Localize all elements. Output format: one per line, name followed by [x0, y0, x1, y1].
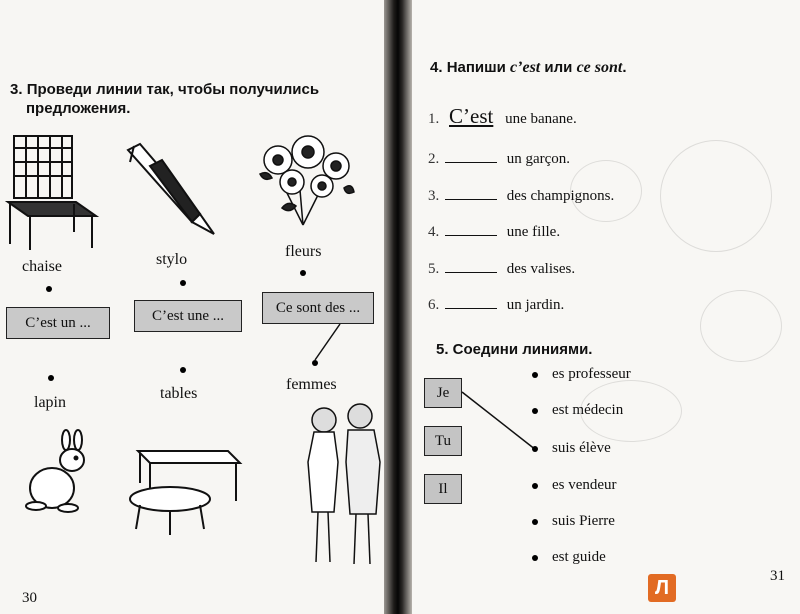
fill-item-1	[428, 104, 577, 129]
exercise3-number: 3.	[10, 81, 23, 98]
phrase-dot[interactable]	[532, 555, 538, 561]
dot-chaise[interactable]	[46, 286, 52, 292]
exercise4-number: 4.	[430, 59, 443, 76]
word-lapin: lapin	[34, 394, 66, 411]
fill-item-4	[428, 221, 560, 241]
phrase-text: est guide	[552, 549, 606, 565]
page-number-right: 31	[770, 568, 785, 584]
word-tables: tables	[160, 385, 198, 402]
dot-lapin[interactable]	[48, 375, 54, 381]
phrase-5	[532, 513, 615, 530]
exercise4-option1: c’est	[510, 59, 541, 76]
page-number-left: 30	[22, 590, 37, 606]
fill-item-text: un garçon.	[506, 151, 571, 167]
phrase-3	[532, 440, 611, 457]
word-stylo: stylo	[156, 251, 188, 268]
pronoun-tu[interactable]: Tu	[424, 426, 462, 456]
box-cest-un: C’est un ...	[6, 307, 110, 339]
fill-item-text: des valises.	[506, 261, 576, 277]
fill-item-text: des champignons.	[506, 188, 615, 204]
word-chaise: chaise	[22, 258, 62, 275]
dot-tables[interactable]	[180, 367, 186, 373]
phrase-text: es professeur	[552, 366, 631, 382]
fill-blank[interactable]	[445, 185, 497, 200]
phrase-text: suis Pierre	[552, 513, 615, 529]
phrase-dot[interactable]	[532, 372, 538, 378]
pen-illustration	[122, 142, 222, 242]
fill-item-text: une fille.	[506, 224, 561, 240]
exercise5-title: 5. Соедини линиями.	[436, 341, 593, 358]
fill-item-2	[428, 148, 570, 168]
fill-item-text: un jardin.	[506, 297, 565, 313]
exercise3-title	[10, 80, 370, 118]
exercise4-title-prefix: Напиши	[446, 59, 506, 76]
drawn-connection-line	[310, 322, 380, 362]
box-cest-une: C’est une ...	[134, 300, 242, 332]
dot-stylo[interactable]	[180, 280, 186, 286]
phrase-2	[532, 402, 623, 419]
fill-item-number: 5.	[428, 261, 440, 277]
pronoun-je[interactable]: Je	[424, 378, 462, 408]
word-fleurs: fleurs	[285, 243, 322, 260]
exercise4-option2: ce sont	[576, 59, 623, 76]
fill-item-number: 6.	[428, 297, 440, 313]
phrase-dot[interactable]	[532, 483, 538, 489]
fill-item-number: 1.	[428, 111, 440, 127]
fill-blank[interactable]	[445, 148, 497, 163]
exercise4-title: 4. Напиши c’est или ce sont.	[430, 59, 627, 76]
exercise4-conj: или	[544, 59, 573, 76]
pronoun-il[interactable]: Il	[424, 474, 462, 504]
phrase-dot[interactable]	[532, 446, 538, 452]
phrase-6	[532, 549, 606, 566]
fill-item-number: 3.	[428, 188, 440, 204]
exercise3-title-line2: предложения.	[26, 100, 131, 117]
phrase-1	[532, 366, 631, 383]
fill-item-number: 2.	[428, 151, 440, 167]
box-ce-sont-des: Ce sont des ...	[262, 292, 374, 324]
women-illustration	[294, 402, 394, 572]
publisher-logo: Л	[648, 574, 676, 602]
fill-blank[interactable]	[445, 221, 497, 236]
tables-illustration	[124, 443, 244, 543]
fill-item-text: une banane.	[505, 111, 577, 127]
fill-item-6	[428, 294, 564, 314]
fill-item-5	[428, 258, 575, 278]
phrase-dot[interactable]	[532, 408, 538, 414]
fill-blank[interactable]	[445, 294, 497, 309]
phrase-4	[532, 477, 617, 494]
dot-fleurs[interactable]	[300, 270, 306, 276]
fill-item-answer: C’est	[449, 104, 494, 128]
flowers-illustration	[248, 130, 358, 230]
phrase-text: es vendeur	[552, 477, 617, 493]
fill-item-3	[428, 185, 614, 205]
chair-illustration	[2, 132, 102, 252]
phrase-text: suis élève	[552, 440, 611, 456]
rabbit-illustration	[22, 432, 102, 512]
fill-blank[interactable]	[445, 258, 497, 273]
fill-item-number: 4.	[428, 224, 440, 240]
exercise3-title-line1: Проведи линии так, чтобы получились	[26, 81, 320, 98]
phrase-dot[interactable]	[532, 519, 538, 525]
word-femmes: femmes	[286, 376, 337, 393]
phrase-text: est médecin	[552, 402, 624, 418]
